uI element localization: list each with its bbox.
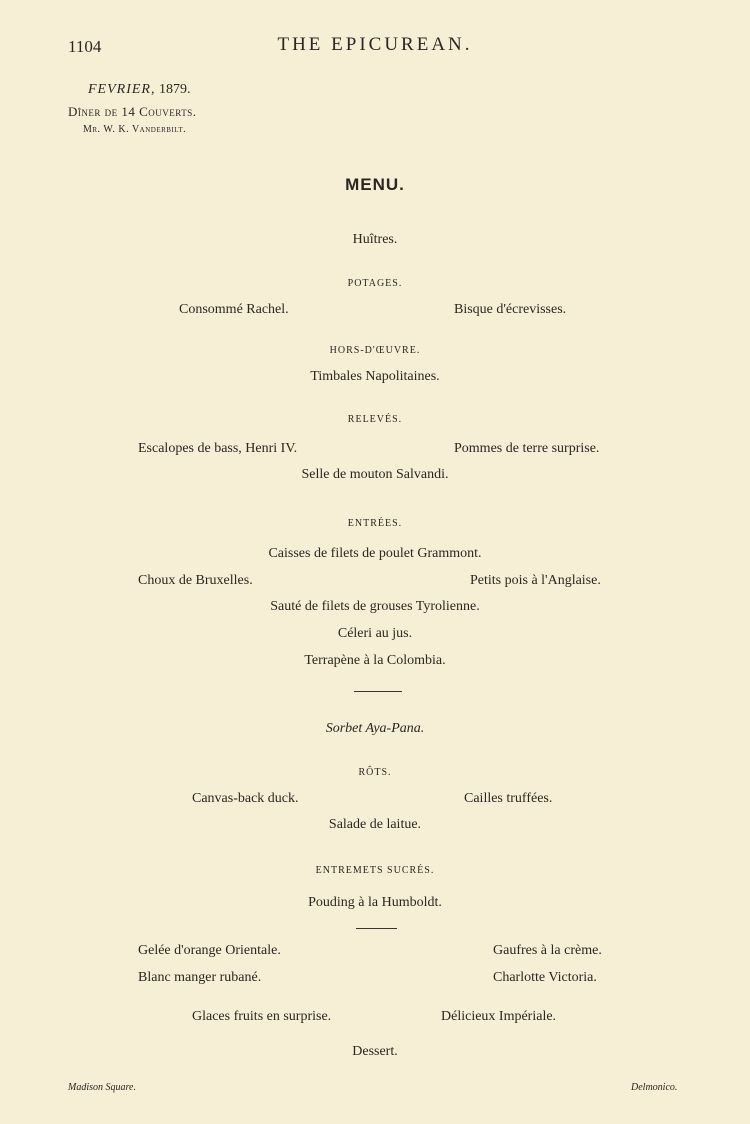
dish-choux: Choux de Bruxelles. (138, 573, 253, 588)
heading-rots: RÔTS. (358, 767, 392, 778)
dish-cailles: Cailles truffées. (464, 791, 553, 806)
dish-timbales: Timbales Napolitaines. (310, 369, 440, 384)
divider-rule (356, 928, 397, 929)
dish-dessert: Dessert. (352, 1044, 398, 1059)
dish-selle: Selle de mouton Salvandi. (301, 467, 449, 482)
heading-entremets: ENTREMETS SUCRÉS. (315, 865, 435, 876)
dish-consomme: Consommé Rachel. (179, 302, 289, 317)
dinner-host: Mr. W. K. Vanderbilt. (83, 124, 187, 135)
dish-delicieux: Délicieux Impériale. (441, 1009, 557, 1024)
heading-releves: RELEVÉS. (347, 414, 403, 425)
dish-canvas-back: Canvas-back duck. (192, 791, 299, 806)
heading-potages: POTAGES. (347, 278, 403, 289)
dish-charlotte: Charlotte Victoria. (493, 970, 597, 985)
dish-pouding: Pouding à la Humboldt. (308, 895, 442, 910)
event-month: FEVRIER, (88, 82, 156, 97)
dish-glaces: Glaces fruits en surprise. (192, 1009, 332, 1024)
heading-hors-doeuvre: HORS-D'ŒUVRE. (329, 345, 421, 356)
dinner-covers: Dîner de 14 Couverts. (68, 104, 197, 119)
dish-gaufres: Gaufres à la crème. (493, 943, 602, 958)
dish-celeri: Céleri au jus. (337, 626, 413, 641)
page-number: 1104 (68, 37, 102, 56)
menu-title: MENU. (345, 175, 405, 194)
dish-blanc-manger: Blanc manger rubané. (138, 970, 262, 985)
dish-saute: Sauté de filets de grouses Tyrolienne. (270, 599, 480, 614)
dish-oysters: Huîtres. (352, 232, 398, 247)
divider-rule (354, 691, 402, 692)
heading-entrees: ENTRÉES. (347, 518, 403, 529)
footer-location: Madison Square. (68, 1082, 136, 1093)
dish-bisque: Bisque d'écrevisses. (454, 302, 567, 317)
dish-sorbet: Sorbet Aya-Pana. (325, 721, 425, 736)
footer-restaurant: Delmonico. (631, 1082, 678, 1093)
dish-escalopes: Escalopes de bass, Henri IV. (138, 441, 298, 456)
dish-salade: Salade de laitue. (328, 817, 422, 832)
dish-pommes: Pommes de terre surprise. (454, 441, 600, 456)
dish-caisses: Caisses de filets de poulet Grammont. (268, 546, 482, 561)
dish-gelee: Gelée d'orange Orientale. (138, 943, 281, 958)
event-date (88, 82, 190, 98)
dish-terrapene: Terrapène à la Colombia. (304, 653, 446, 668)
dish-petits-pois: Petits pois à l'Anglaise. (470, 573, 601, 588)
event-year: 1879. (158, 82, 191, 97)
running-head: THE EPICUREAN. (277, 34, 473, 55)
